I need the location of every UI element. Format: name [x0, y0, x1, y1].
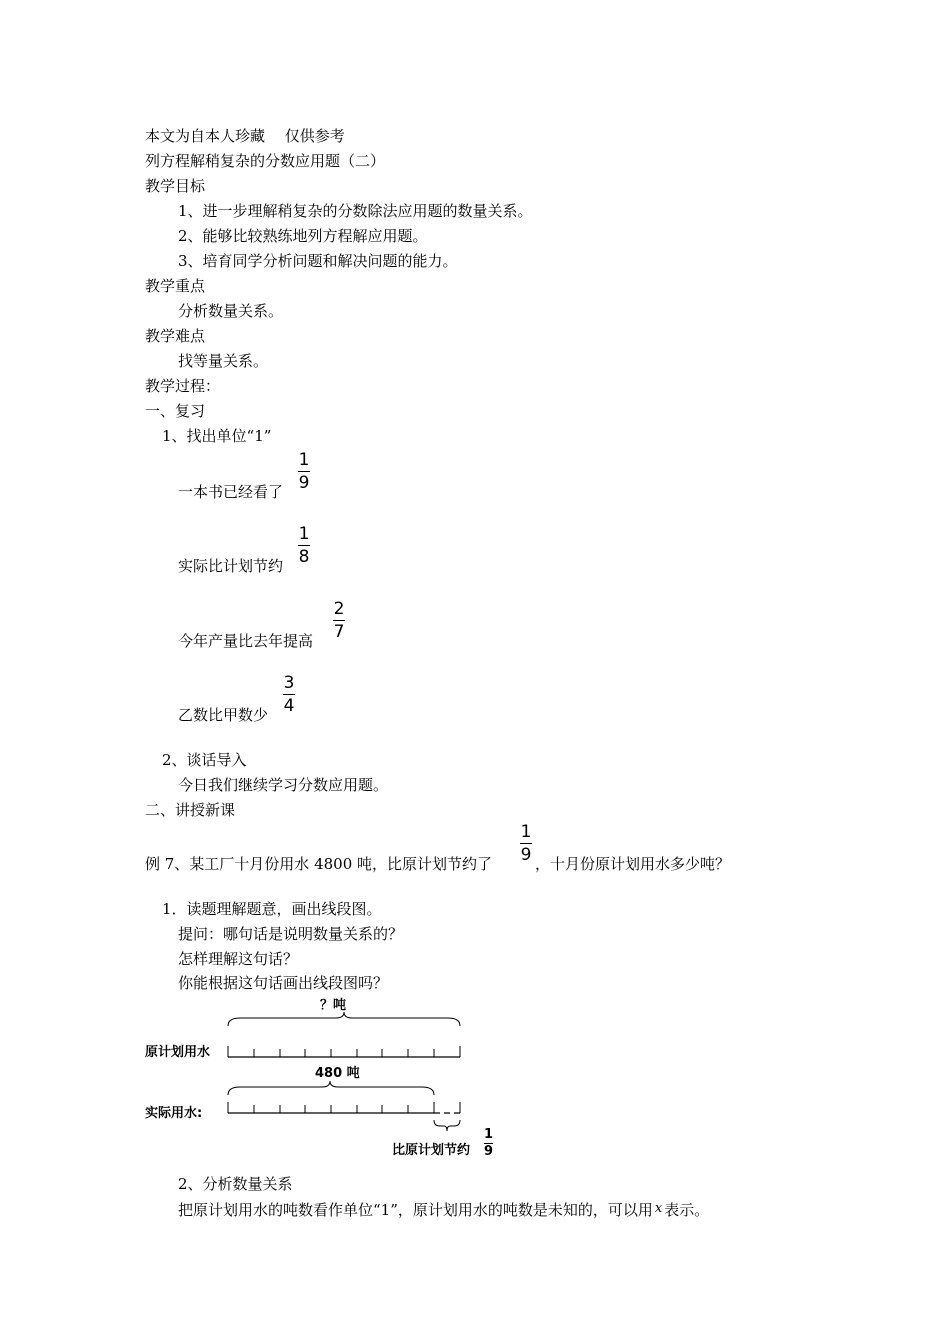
example-text-end: ，十月份原计划用水多少吨？ [535, 855, 731, 873]
savings-label: 比原计划节约 [392, 1143, 471, 1158]
key-text: 分析数量关系。 [178, 302, 284, 320]
document-title: 列方程解稍复杂的分数应用题（二） [145, 152, 386, 170]
goal-item: 2、能够比较熟练地列方程解应用题。 [178, 227, 428, 245]
fraction-numerator: 1 [298, 524, 310, 544]
planned-row-label: 原计划用水 [145, 1045, 211, 1060]
fraction-numerator: 2 [333, 599, 345, 619]
example-text-start: 例 7、某工厂十月份用水 4800 吨，比原计划节约了 [145, 855, 493, 873]
fraction-numerator: 3 [283, 673, 295, 693]
fraction-denominator: 7 [333, 622, 345, 642]
review-item: 实际比计划节约 [178, 557, 284, 575]
fraction-numerator: 1 [520, 822, 532, 842]
goals-heading: 教学目标 [145, 177, 206, 195]
step-2: 2、分析数量关系 [178, 1175, 293, 1193]
total-label: ？吨 [320, 998, 347, 1013]
question-line: 你能根据这句话画出线段图吗？ [178, 974, 389, 992]
new-lesson-heading: 二、讲授新课 [145, 801, 236, 819]
saved-brace [434, 1120, 460, 1131]
process-heading: 教学过程： [145, 377, 221, 395]
question-line: 怎样理解这句话？ [178, 950, 299, 968]
step-2-text-end: 表示。 [664, 1201, 710, 1219]
review-item: 今年产量比去年提高 [178, 632, 314, 650]
fraction-denominator: 4 [283, 696, 295, 716]
step-2-text-start: 把原计划用水的吨数看作单位“1”，原计划用水的吨数是未知的，可以用 [178, 1201, 653, 1219]
review-item: 一本书已经看了 [178, 483, 284, 501]
difficulty-text: 找等量关系。 [178, 352, 269, 370]
variable-x: x [654, 1201, 663, 1216]
fraction-denominator: 8 [298, 547, 310, 567]
actual-brace [228, 1081, 434, 1095]
planned-ticks [228, 1046, 460, 1057]
review-question-2: 2、谈话导入 [162, 751, 247, 769]
fraction-denominator: 9 [298, 473, 310, 493]
step-1: 1．读题理解题意，画出线段图。 [162, 900, 382, 918]
actual-ticks [228, 1102, 460, 1113]
fraction-numerator: 1 [298, 450, 310, 470]
actual-amount-label: 480 吨 [315, 1066, 360, 1081]
fraction-denominator: 9 [520, 845, 532, 865]
review-item: 乙数比甲数少 [178, 706, 269, 724]
fraction-denominator: 9 [484, 1144, 494, 1159]
header-note: 本文为自本人珍藏 仅供参考 [145, 127, 345, 145]
review-question-1: 1、找出单位“1” [162, 427, 272, 445]
difficulty-heading: 教学难点 [145, 327, 206, 345]
key-heading: 教学重点 [145, 277, 206, 295]
review-heading: 一、复习 [145, 402, 206, 420]
goal-item: 3、培育同学分析问题和解决问题的能力。 [178, 252, 458, 270]
actual-row-label: 实际用水: [145, 1106, 203, 1121]
goal-item: 1、进一步理解稍复杂的分数除法应用题的数量关系。 [178, 202, 533, 220]
total-brace [228, 1012, 460, 1026]
question-line: 提问：哪句话是说明数量关系的？ [178, 925, 404, 943]
fraction-numerator: 1 [484, 1127, 494, 1142]
step-2-text [178, 1199, 709, 1220]
review-question-2-text: 今日我们继续学习分数应用题。 [178, 776, 389, 794]
